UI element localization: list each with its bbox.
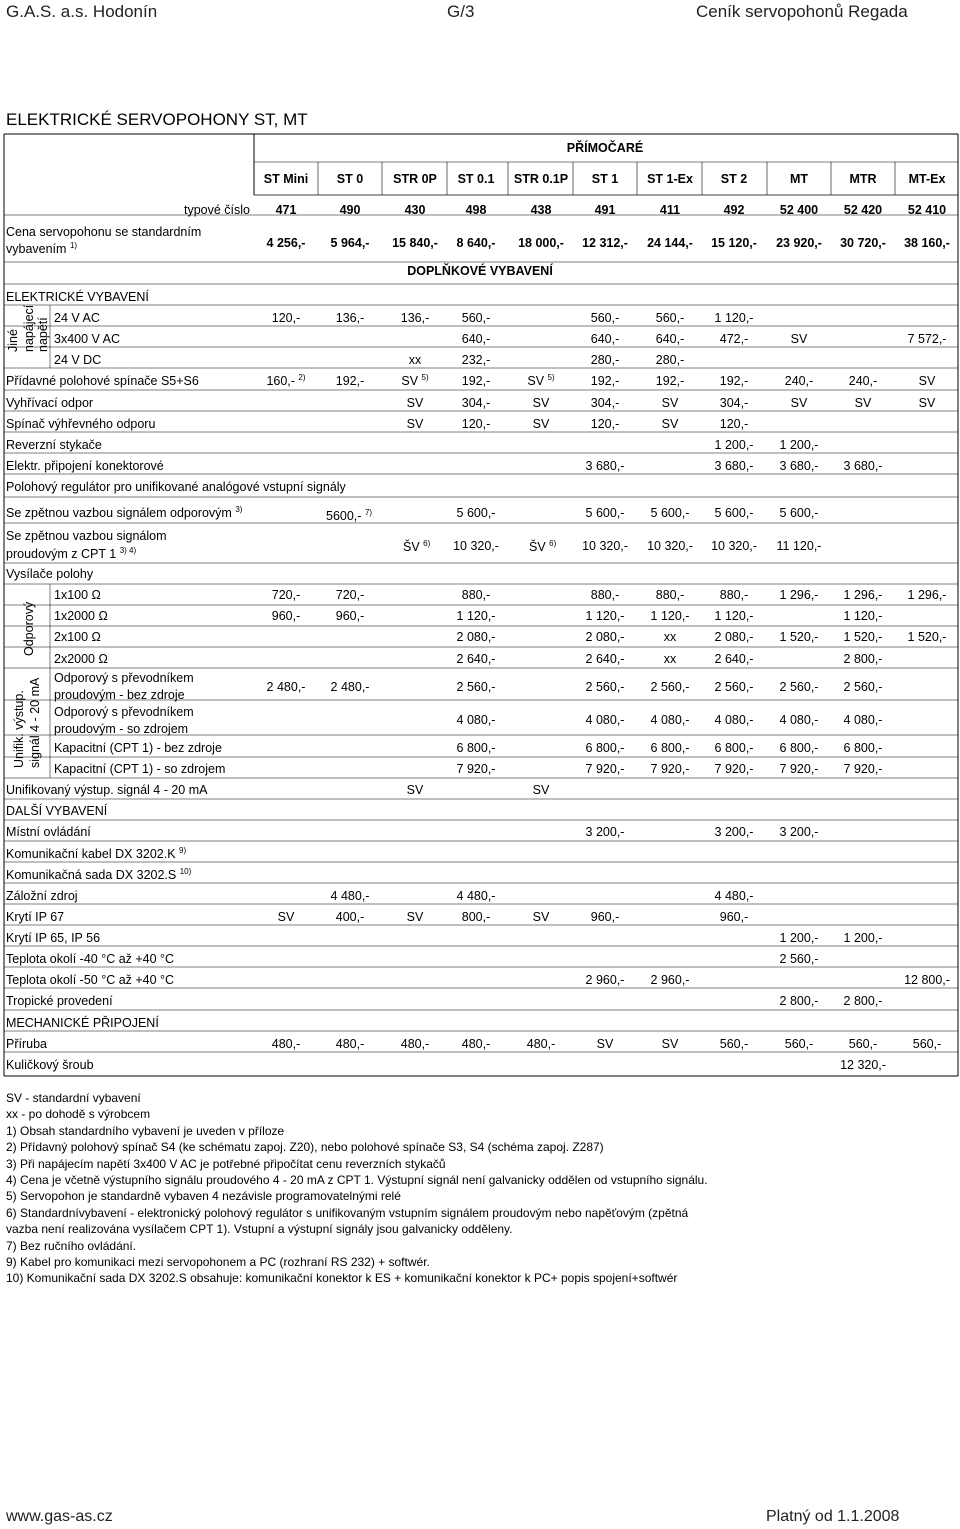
transmitter-label-2: proudovým - so zdrojem xyxy=(54,722,189,736)
price-cell: 480,- xyxy=(271,1037,301,1051)
group-label: PŘÍMOČARÉ xyxy=(566,141,644,155)
price-cell: 960,- xyxy=(335,609,365,623)
side-label-unified-2: signál 4 - 20 mA xyxy=(28,677,42,768)
type-number: 52 400 xyxy=(779,203,819,217)
transmitter-label: 2x100 Ω xyxy=(54,630,101,644)
price-cell: 480,- xyxy=(400,1037,430,1051)
side-label-supply: napájecí xyxy=(22,304,36,352)
price-cell: 480,- xyxy=(335,1037,365,1051)
transmitter-label-2: proudovým - bez zdroje xyxy=(54,688,185,702)
transmitter-label: Kapacitní (CPT 1) - bez zdroje xyxy=(54,741,222,755)
price-cell: 1 296,- xyxy=(843,588,883,602)
price-cell: 4 080,- xyxy=(843,713,883,727)
price-cell: SV xyxy=(277,910,295,924)
price-cell: xx xyxy=(663,630,677,644)
price-cell: 4 080,- xyxy=(779,713,819,727)
base-price: 23 920,- xyxy=(776,236,822,250)
footnote: 2) Přídavný polohový spínač S4 (ke schématu zapoj. Z20), nebo polohové spínače S3, S4 (schéma zapoj. Z287) xyxy=(6,1140,604,1155)
price-cell: SV xyxy=(918,374,936,388)
footnote-mark: 5) xyxy=(421,372,429,382)
price-cell: 304,- xyxy=(719,396,749,410)
price-cell: SV xyxy=(532,783,550,797)
price-cell: 120,- xyxy=(271,311,301,325)
price-cell: 2 560,- xyxy=(779,952,819,966)
transmitter-label: 1x100 Ω xyxy=(54,588,101,602)
price-cell: 12 800,- xyxy=(904,973,950,987)
price-cell: SV xyxy=(406,417,424,431)
row-label: Spínač výhřevného odporu xyxy=(6,417,156,431)
model-header: STR 0.1P xyxy=(513,172,569,186)
price-cell: 3 680,- xyxy=(585,459,625,473)
model-header: ST 0.1 xyxy=(457,172,495,186)
header-document-title: Ceník servopohonů Regada xyxy=(696,2,908,21)
price-cell: 1 120,- xyxy=(714,311,754,325)
row-label: Vyhřívací odpor xyxy=(6,396,94,410)
row-label: Teplota okolí -50 °C až +40 °C xyxy=(6,973,175,987)
price-cell: 10 320,- xyxy=(647,539,693,553)
footnote: 5) Servopohon je standardně vybaven 4 nezávisle programovatelnými relé xyxy=(6,1189,401,1204)
price-cell: 960,- xyxy=(719,910,749,924)
price-cell: 11 120,- xyxy=(776,539,822,553)
price-cell: 960,- xyxy=(590,910,620,924)
price-cell: 2 560,- xyxy=(843,680,883,694)
price-cell: SV xyxy=(406,396,424,410)
price-cell: 560,- xyxy=(655,311,685,325)
price-cell: 2 080,- xyxy=(456,630,496,644)
price-cell: 7 920,- xyxy=(456,762,496,776)
price-cell: 2 560,- xyxy=(650,680,690,694)
base-price: 38 160,- xyxy=(904,236,950,250)
model-header: MT-Ex xyxy=(908,172,946,186)
row-label: Tropické provedení xyxy=(6,994,113,1008)
footnote: 4) Cena je včetně výstupního signálu proudového 4 - 20 mA z CPT 1. Výstupní signál není galvanicky oddělen od vstupního signálu. xyxy=(6,1173,708,1187)
price-cell: 6 800,- xyxy=(585,741,625,755)
price-cell: 560,- xyxy=(461,311,491,325)
price-cell: SV xyxy=(596,1037,614,1051)
price-cell: 160,- $^{2)}$ xyxy=(266,372,306,388)
model-header: ST 1-Ex xyxy=(647,172,693,186)
price-cell: 1 200,- xyxy=(843,931,883,945)
price-cell: 880,- xyxy=(719,588,749,602)
price-cell: 3 200,- xyxy=(585,825,625,839)
price-cell: 720,- xyxy=(335,588,365,602)
row-label: Teplota okolí -40 °C až +40 °C xyxy=(6,952,175,966)
price-cell: ŠV $^{6)}$ xyxy=(403,538,431,554)
price-cell: 3 200,- xyxy=(779,825,819,839)
footnote: 6) Standardnívybavení - elektronický polohový regulátor s unifikovaným vstupním signálem proudovým nebo napěťovým (zpětná xyxy=(6,1205,689,1220)
footnote: xx - po dohodě s výrobcem xyxy=(6,1107,151,1122)
base-price: 5 964,- xyxy=(330,236,370,250)
price-cell: 192,- xyxy=(461,374,491,388)
price-cell: 7 920,- xyxy=(714,762,754,776)
base-price: 15 840,- xyxy=(392,236,438,250)
footnote-mark: 6) xyxy=(549,538,557,548)
price-cell: 280,- xyxy=(590,353,620,367)
type-number: 492 xyxy=(723,203,745,217)
row-label: Místní ovládání xyxy=(6,825,91,839)
price-cell: SV xyxy=(406,783,424,797)
base-price-label: Cena servopohonu se standardním xyxy=(6,225,202,239)
transmitter-label: Unifikovaný výstup. signál 4 - 20 mA xyxy=(6,783,208,797)
base-price-label-2: vybavením $^{1)}$ xyxy=(6,240,78,256)
base-price: 24 144,- xyxy=(647,236,693,250)
price-cell: 6 800,- xyxy=(779,741,819,755)
price-cell: 240,- xyxy=(848,374,878,388)
model-header: STR 0P xyxy=(393,172,437,186)
price-cell: 192,- xyxy=(655,374,685,388)
price-cell: 5600,- $^{7)}$ xyxy=(326,507,373,523)
type-number: 411 xyxy=(659,203,681,217)
type-number: 498 xyxy=(465,203,487,217)
price-cell: 7 920,- xyxy=(650,762,690,776)
header-company: G.A.S. a.s. Hodonín xyxy=(6,2,158,21)
footnote-mark: 6) xyxy=(423,538,431,548)
price-cell: SV xyxy=(854,396,872,410)
transmitter-label: 1x2000 Ω xyxy=(54,609,108,623)
price-cell: 7 920,- xyxy=(585,762,625,776)
footnote: vazba není realizována vysílačem CPT 1). Vstupní a výstupní signály jsou galvanicky odděleny. xyxy=(6,1222,513,1237)
model-header: ST 2 xyxy=(720,172,748,186)
price-cell: 6 800,- xyxy=(650,741,690,755)
price-cell: 192,- xyxy=(590,374,620,388)
price-cell: SV $^{5)}$ xyxy=(401,372,429,388)
price-cell: 304,- xyxy=(461,396,491,410)
footnote-mark: 3) xyxy=(235,504,243,514)
base-price: 30 720,- xyxy=(840,236,886,250)
transmitter-label: Odporový s převodníkem xyxy=(54,671,194,685)
price-cell: 1 120,- xyxy=(456,609,496,623)
price-cell: 1 296,- xyxy=(907,588,947,602)
price-cell: 3 200,- xyxy=(714,825,754,839)
price-cell: 6 800,- xyxy=(843,741,883,755)
price-cell: 1 120,- xyxy=(650,609,690,623)
model-header: ST 0 xyxy=(336,172,364,186)
price-cell: 560,- xyxy=(590,311,620,325)
price-cell: 136,- xyxy=(335,311,365,325)
price-cell: 640,- xyxy=(461,332,491,346)
price-cell: 960,- xyxy=(271,609,301,623)
price-cell: 2 640,- xyxy=(714,652,754,666)
type-number: 52 420 xyxy=(843,203,883,217)
footnote-mark: 10) xyxy=(179,866,192,876)
row-label: 24 V AC xyxy=(54,311,100,325)
row-label: Reverzní stykače xyxy=(6,438,102,452)
footnote-mark: 9) xyxy=(179,845,187,855)
price-cell: 10 320,- xyxy=(453,539,499,553)
footnote-mark: 1) xyxy=(69,240,78,250)
row-label: Kuličkový šroub xyxy=(6,1058,94,1072)
row-label: Krytí IP 67 xyxy=(6,910,65,924)
footnote: 10) Komunikační sada DX 3202.S obsahuje: komunikační konektor k ES + komunikační konektor k PC+ popis spojení+softwér xyxy=(6,1271,678,1286)
price-cell: 400,- xyxy=(335,910,365,924)
footer-validity: Platný od 1.1.2008 xyxy=(766,1508,900,1525)
price-cell: 1 120,- xyxy=(714,609,754,623)
price-cell: 880,- xyxy=(590,588,620,602)
row-label: Záložní zdroj xyxy=(6,889,78,903)
price-cell: 136,- xyxy=(400,311,430,325)
price-cell: 1 296,- xyxy=(779,588,819,602)
price-cell: 1 520,- xyxy=(843,630,883,644)
price-cell: 3 680,- xyxy=(779,459,819,473)
type-number: 430 xyxy=(404,203,426,217)
price-cell: 480,- xyxy=(526,1037,556,1051)
price-cell: 4 480,- xyxy=(714,889,754,903)
price-cell: 192,- xyxy=(719,374,749,388)
price-cell: 304,- xyxy=(590,396,620,410)
row-label: Příruba xyxy=(6,1037,47,1051)
price-cell: 2 960,- xyxy=(585,973,625,987)
price-cell: 1 120,- xyxy=(585,609,625,623)
price-cell: 120,- xyxy=(590,417,620,431)
regulator-row-label: Se zpětnou vazbou signálem odporovým $^{3)}$ xyxy=(6,504,243,520)
footnote-mark: 2) xyxy=(298,372,306,382)
transmitter-label: Kapacitní (CPT 1) - so zdrojem xyxy=(54,762,226,776)
price-cell: SV xyxy=(406,910,424,924)
price-cell: 1 120,- xyxy=(843,609,883,623)
price-cell: SV xyxy=(532,417,550,431)
price-cell: SV xyxy=(661,1037,679,1051)
price-cell: 7 572,- xyxy=(907,332,947,346)
price-cell: 3 680,- xyxy=(843,459,883,473)
transmitter-label: 2x2000 Ω xyxy=(54,652,108,666)
base-price: 18 000,- xyxy=(518,236,564,250)
price-cell: 5 600,- xyxy=(456,506,496,520)
footnote: 1) Obsah standardního vybavení je uveden v příloze xyxy=(6,1123,285,1138)
price-cell: 2 560,- xyxy=(456,680,496,694)
price-cell: 4 080,- xyxy=(456,713,496,727)
price-cell: 1 200,- xyxy=(779,438,819,452)
price-cell: 4 080,- xyxy=(714,713,754,727)
model-header: MT xyxy=(789,172,809,186)
price-cell: 232,- xyxy=(461,353,491,367)
price-cell: 2 560,- xyxy=(779,680,819,694)
price-cell: 1 520,- xyxy=(779,630,819,644)
price-cell: 2 560,- xyxy=(585,680,625,694)
model-header: ST Mini xyxy=(263,172,309,186)
price-cell: SV xyxy=(532,910,550,924)
price-cell: 240,- xyxy=(784,374,814,388)
base-price: 8 640,- xyxy=(456,236,496,250)
price-cell: xx xyxy=(663,652,677,666)
price-cell: 560,- xyxy=(912,1037,942,1051)
footnote: 9) Kabel pro komunikaci mezi servopohonem a PC (rozhraní RS 232) + softwér. xyxy=(6,1255,430,1269)
header-page-number: G/3 xyxy=(447,2,475,21)
price-cell: SV xyxy=(532,396,550,410)
price-cell: 560,- xyxy=(719,1037,749,1051)
price-cell: 5 600,- xyxy=(650,506,690,520)
price-cell: 4 080,- xyxy=(585,713,625,727)
price-cell: 2 480,- xyxy=(330,680,370,694)
section-electric: ELEKTRICKÉ VYBAVENÍ xyxy=(6,290,149,304)
price-cell: SV $^{5)}$ xyxy=(527,372,555,388)
type-number: 490 xyxy=(339,203,361,217)
price-cell: xx xyxy=(408,353,422,367)
row-label: Komunikační kabel DX 3202.K $^{9)}$ xyxy=(6,845,187,861)
model-header: ST 1 xyxy=(591,172,619,186)
section-other: DALŠÍ VYBAVENÍ xyxy=(6,804,108,818)
price-cell: 4 480,- xyxy=(330,889,370,903)
row-label: 3x400 V AC xyxy=(54,332,121,346)
footnote-mark: 5) xyxy=(547,372,555,382)
footnote-mark: 3) 4) xyxy=(119,545,137,555)
price-cell: 2 640,- xyxy=(585,652,625,666)
side-label-unified-1: Unifik. výstup. xyxy=(12,690,26,768)
price-cell: 1 200,- xyxy=(714,438,754,452)
footer-website: www.gas-as.cz xyxy=(6,1508,113,1525)
price-cell: SV xyxy=(790,396,808,410)
price-cell: 2 800,- xyxy=(779,994,819,1008)
price-cell: 280,- xyxy=(655,353,685,367)
price-cell: 120,- xyxy=(719,417,749,431)
type-number-label: typové číslo xyxy=(184,203,251,217)
base-price: 15 120,- xyxy=(711,236,757,250)
price-cell: 880,- xyxy=(655,588,685,602)
footnote-mark: 7) xyxy=(364,507,373,517)
price-cell: 7 920,- xyxy=(843,762,883,776)
price-cell: 5 600,- xyxy=(585,506,625,520)
side-label-other: Jiné xyxy=(6,329,20,352)
price-cell: 560,- xyxy=(848,1037,878,1051)
price-cell: 560,- xyxy=(784,1037,814,1051)
price-cell: 472,- xyxy=(719,332,749,346)
row-label: Elektr. připojení konektorové xyxy=(6,459,164,473)
section-transmitters: Vysílače polohy xyxy=(6,567,94,581)
price-cell: 2 960,- xyxy=(650,973,690,987)
price-cell: 3 680,- xyxy=(714,459,754,473)
price-cell: 720,- xyxy=(271,588,301,602)
price-cell: 10 320,- xyxy=(711,539,757,553)
base-price: 12 312,- xyxy=(582,236,628,250)
page-title: ELEKTRICKÉ SERVOPOHONY ST, MT xyxy=(6,110,308,129)
base-price: 4 256,- xyxy=(266,236,306,250)
side-label-resistive: Odporový xyxy=(22,601,36,656)
price-cell: 6 800,- xyxy=(456,741,496,755)
price-cell: 192,- xyxy=(335,374,365,388)
price-cell: 2 800,- xyxy=(843,994,883,1008)
price-cell: ŠV $^{6)}$ xyxy=(529,538,557,554)
price-cell: 640,- xyxy=(590,332,620,346)
type-number: 491 xyxy=(594,203,616,217)
price-cell: 1 200,- xyxy=(779,931,819,945)
price-cell: 2 480,- xyxy=(266,680,306,694)
price-cell: 4 480,- xyxy=(456,889,496,903)
price-cell: 7 920,- xyxy=(779,762,819,776)
row-label: 24 V DC xyxy=(54,353,102,367)
type-number: 52 410 xyxy=(907,203,947,217)
price-cell: SV xyxy=(918,396,936,410)
optional-heading: DOPLŇKOVÉ VYBAVENÍ xyxy=(407,264,553,278)
section-mechanical: MECHANICKÉ PŘIPOJENÍ xyxy=(6,1016,159,1030)
price-cell: 10 320,- xyxy=(582,539,628,553)
price-cell: 2 640,- xyxy=(456,652,496,666)
row-label: Komunikačná sada DX 3202.S $^{10)}$ xyxy=(6,866,192,882)
price-cell: 6 800,- xyxy=(714,741,754,755)
price-cell: 2 080,- xyxy=(585,630,625,644)
regulator-row-label: Se zpětnou vazbou signálom xyxy=(6,529,167,543)
price-cell: 5 600,- xyxy=(779,506,819,520)
price-cell: 5 600,- xyxy=(714,506,754,520)
price-cell: 12 320,- xyxy=(840,1058,886,1072)
type-number: 438 xyxy=(530,203,552,217)
price-cell: 4 080,- xyxy=(650,713,690,727)
price-cell: 1 520,- xyxy=(907,630,947,644)
row-label: Krytí IP 65, IP 56 xyxy=(6,931,101,945)
price-cell: SV xyxy=(661,417,679,431)
row-label: Přídavné polohové spínače S5+S6 xyxy=(6,374,199,388)
regulator-row-label-2: proudovým z CPT 1 $^{3) 4)}$ xyxy=(6,545,137,561)
price-cell: SV xyxy=(661,396,679,410)
type-number: 471 xyxy=(275,203,297,217)
price-cell: 2 080,- xyxy=(714,630,754,644)
footnote: SV - standardní vybavení xyxy=(6,1091,141,1105)
price-cell: SV xyxy=(790,332,808,346)
price-cell: 120,- xyxy=(461,417,491,431)
price-cell: 2 800,- xyxy=(843,652,883,666)
transmitter-label: Odporový s převodníkem xyxy=(54,705,194,719)
section-regulator: Polohový regulátor pro unifikované analógové vstupní signály xyxy=(6,480,346,494)
footnote: 7) Bez ručního ovládání. xyxy=(6,1238,137,1253)
price-cell: 480,- xyxy=(461,1037,491,1051)
price-cell: 800,- xyxy=(461,910,491,924)
price-cell: 2 560,- xyxy=(714,680,754,694)
price-cell: 640,- xyxy=(655,332,685,346)
model-header: MTR xyxy=(849,172,877,186)
price-cell: 880,- xyxy=(461,588,491,602)
footnote: 3) Při napájecím napětí 3x400 V AC je potřebné připočítat cenu reverzních stykačů xyxy=(6,1156,446,1171)
side-label-voltage: napětí xyxy=(36,317,50,352)
